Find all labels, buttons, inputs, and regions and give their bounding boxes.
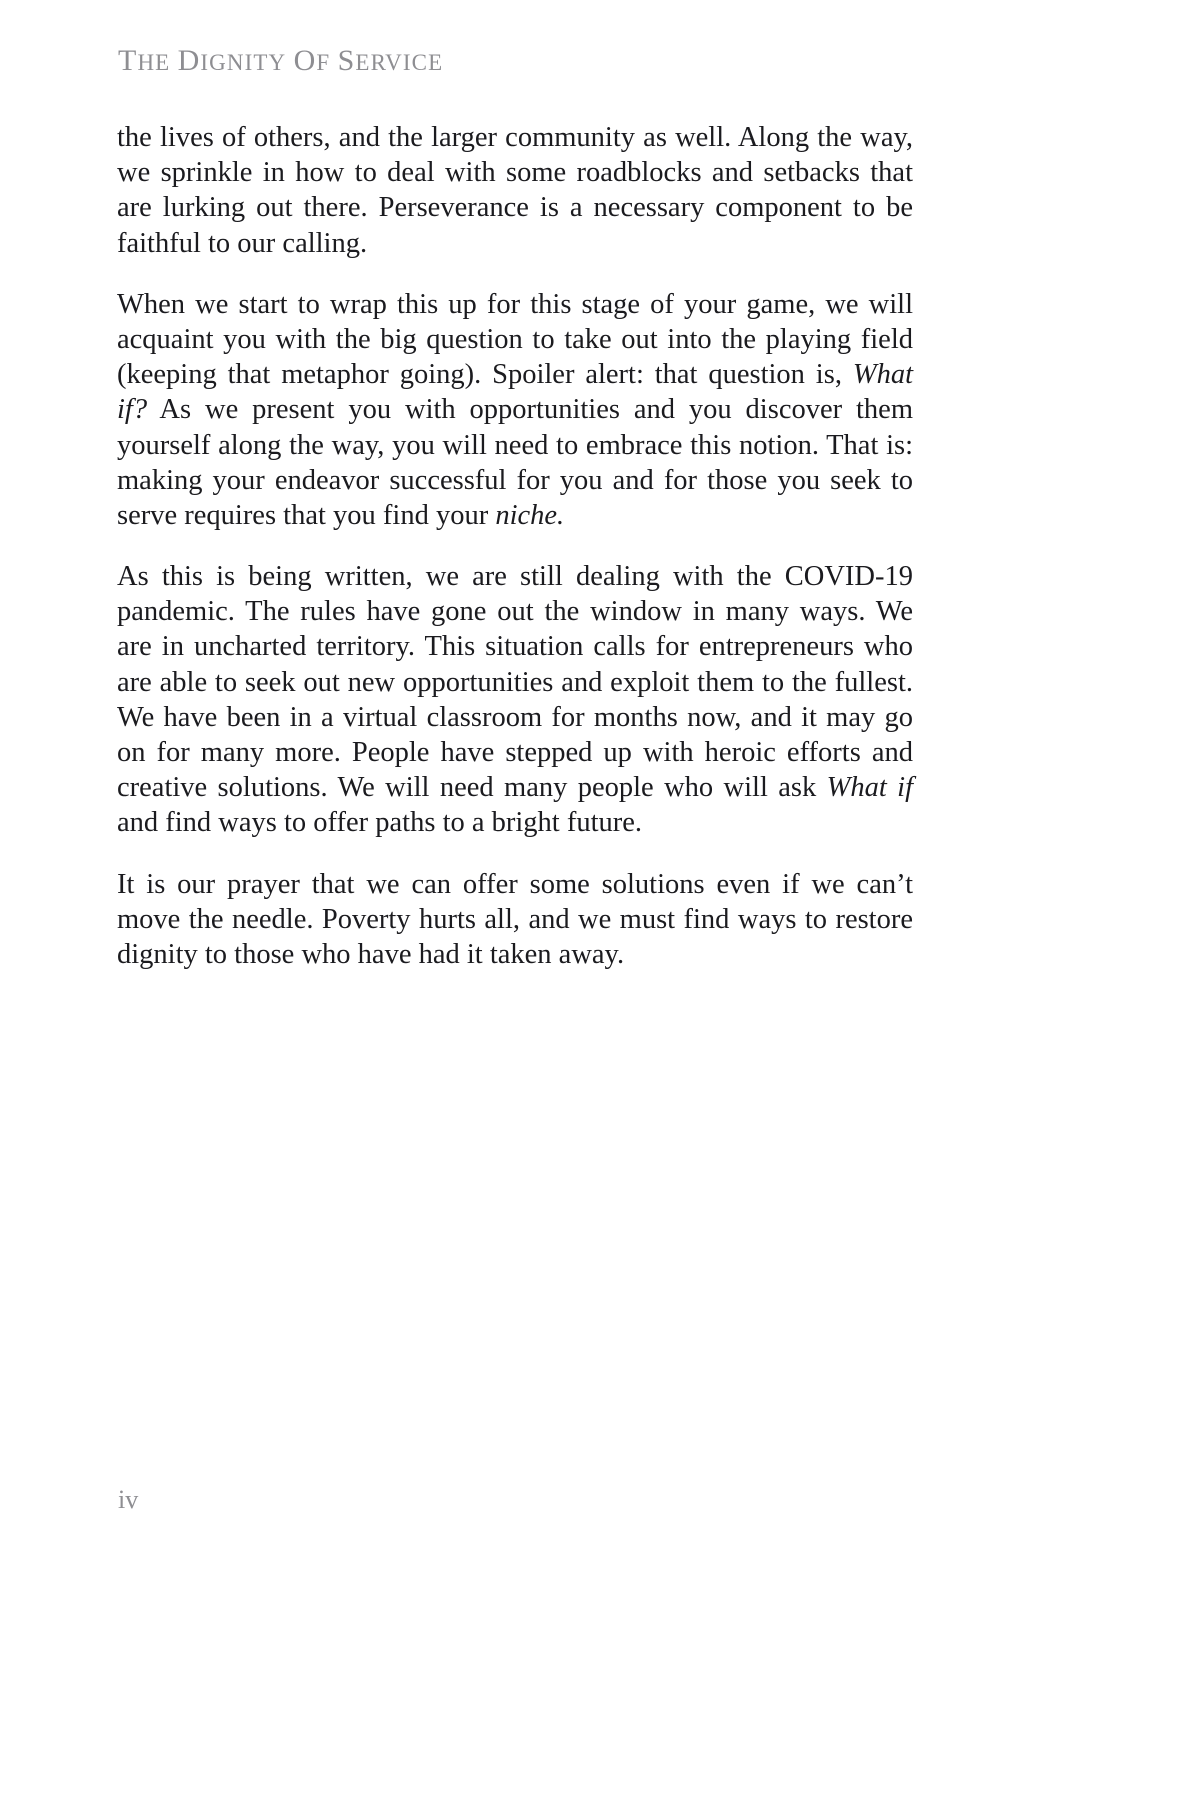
running-header-word-body: IGNITY — [200, 50, 287, 75]
running-header-word-initial: T — [118, 44, 138, 77]
running-header — [118, 46, 918, 76]
paragraph-para-1: the lives of others, and the larger community as well. Along the way, we sprinkle in how to deal with some roadblocks and setbacks that are lurking out there. Perseverance is a necessary component to be faithful to our calling. — [117, 122, 913, 259]
running-header-text — [118, 44, 444, 77]
running-header-word-body: F — [316, 50, 331, 75]
emphasis-text: What if — [826, 772, 913, 804]
running-header-word-initial: S — [337, 44, 356, 77]
page-number: iv — [118, 1485, 139, 1514]
paragraph-para-4: It is our prayer that we can offer some solutions even if we can’t move the needle. Poverty hurts all, and we must find ways to restore dignity to those who have had it taken away. — [117, 868, 913, 970]
running-header-word-body: HE — [137, 50, 171, 75]
running-header-word-initial: D — [177, 44, 201, 77]
running-header-word-body: ERVICE — [355, 50, 444, 75]
emphasis-text: What if? — [117, 359, 913, 426]
paragraph-para-3: As this is being written, we are still dealing with the COVID-19 pandemic. The rules have gone out the window in many ways. We are in uncharted territory. This situation calls for entrepreneurs who are able to seek out new opportunities and exploit them to the fullest. We have been in a virtual classroom for months now, and it may go on for many more. People have stepped up with heroic efforts and creative solutions. We will need many people who will ask What if and find ways to offer paths to a bright future. — [117, 561, 913, 839]
body-text-block — [117, 120, 913, 972]
running-header-word-initial: O — [293, 44, 317, 77]
paragraph-para-2: When we start to wrap this up for this stage of your game, we will acquaint you with the big question to take out into the playing field (keeping that metaphor going). Spoiler alert: that question is, What if? As we present you with opportunities and you discover them yourself along the way, you will need to embrace this notion. That is: making your endeavor successful for you and for those you seek to serve requires that you find your niche. — [117, 288, 913, 531]
emphasis-text: niche. — [495, 499, 565, 531]
